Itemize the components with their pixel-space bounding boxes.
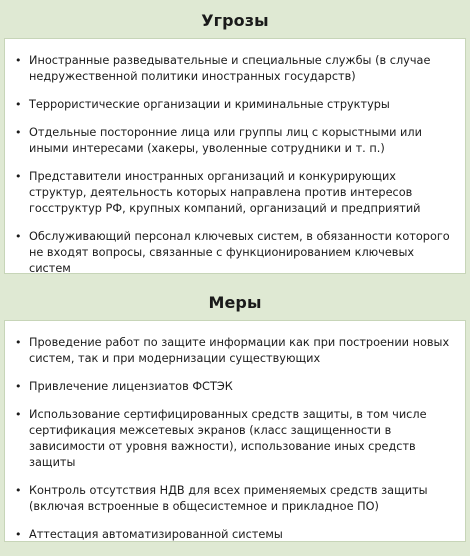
bullet-icon: • xyxy=(15,528,22,541)
measures-title: Меры xyxy=(208,292,262,312)
threats-title: Угрозы xyxy=(201,10,269,30)
list-item xyxy=(15,229,451,277)
measure-item-text: Контроль отсутствия НДВ для всех применяемых средств защиты (включая встроенные в общесистемное и прикладное ПО) xyxy=(29,484,428,513)
bullet-icon: • xyxy=(15,336,22,349)
list-item xyxy=(15,169,451,217)
threats-list xyxy=(15,53,451,277)
threat-item-text: Обслуживающий персонал ключевых систем, в обязанности которого не входят вопросы, связанные с функционированием ключевых систем xyxy=(29,230,450,275)
threat-item-text: Террористические организации и криминальные структуры xyxy=(29,98,390,111)
bullet-icon: • xyxy=(15,54,22,67)
list-item xyxy=(15,125,451,157)
bullet-icon: • xyxy=(15,170,22,183)
list-item xyxy=(15,483,451,515)
bullet-icon: • xyxy=(15,408,22,421)
measure-item-text: Проведение работ по защите информации как при построении новых систем, так и при модернизации существующих xyxy=(29,336,450,365)
list-item xyxy=(15,97,451,113)
bullet-icon: • xyxy=(15,380,22,393)
threats-section xyxy=(4,38,466,274)
list-item xyxy=(15,407,451,471)
threat-item-text: Иностранные разведывательные и специальные службы (в случае недружественной политики иностранных государств) xyxy=(29,54,431,83)
measure-item-text: Привлечение лицензиатов ФСТЭК xyxy=(29,380,233,393)
list-item xyxy=(15,53,451,85)
bullet-icon: • xyxy=(15,98,22,111)
bullet-icon: • xyxy=(15,230,22,243)
bullet-icon: • xyxy=(15,484,22,497)
measures-section xyxy=(4,320,466,542)
list-item xyxy=(15,335,451,367)
measures-list xyxy=(15,335,451,543)
threat-item-text: Отдельные посторонние лица или группы лиц с корыстными или иными интересами (хакеры, уволенные сотрудники и т. п.) xyxy=(29,126,422,155)
list-item xyxy=(15,379,451,395)
bullet-icon: • xyxy=(15,126,22,139)
measure-item-text: Использование сертифицированных средств защиты, в том числе сертификация межсетевых экранов (класс защищенности в зависимости от уровня важности), использование иных средств защиты xyxy=(29,408,427,469)
list-item xyxy=(15,527,451,543)
measure-item-text: Аттестация автоматизированной системы xyxy=(29,528,283,541)
threat-item-text: Представители иностранных организаций и конкурирующих структур, деятельность которых направлена против интересов госструктур РФ, крупных компаний, организаций и предприятий xyxy=(29,170,421,215)
